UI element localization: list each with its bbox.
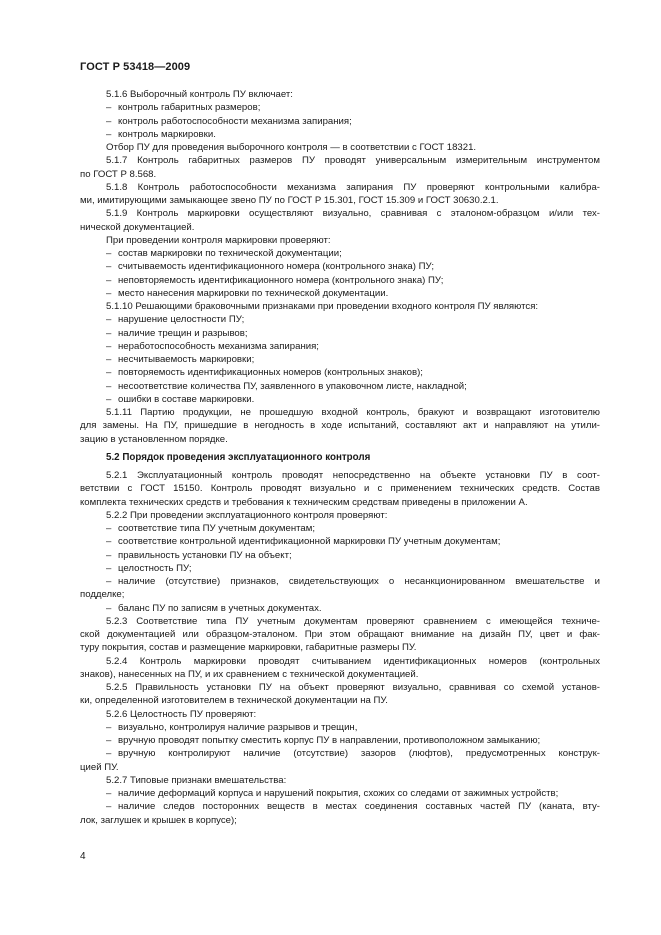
text-line: комплекта технических средств и требования к техническим средствам приведены в приложении А. (80, 496, 528, 508)
text-line: – вручную контролируют наличие (отсутствие) зазоров (люфтов), предусмотренных конструк- (80, 747, 600, 760)
text-line: – вручную проводят попытку сместить корпус ПУ в направлении, противоположном замыканию; (80, 734, 600, 747)
text-line: 5.2.4 Контроль маркировки проводят считыванием идентификационных номеров (контрольных (106, 655, 600, 667)
text-line: – соответствие контрольной идентификационной маркировки ПУ учетным документам; (80, 535, 600, 548)
text-line: 5.1.7 Контроль габаритных размеров ПУ проводят универсальным измерительным инструментом (106, 155, 600, 167)
text-line: Отбор ПУ для проведения выборочного контроля — в соответствии с ГОСТ 18321. (106, 142, 477, 153)
page-number: 4 (80, 851, 86, 862)
text-line: ки, определенной изготовителем в технической документации на ПУ. (80, 695, 388, 707)
text-line: 5.1.6 Выборочный контроль ПУ включает: (106, 89, 293, 100)
text-line: лок, заглушек и крышек в корпусе); (80, 814, 237, 826)
text-line: 5.2.5 Правильность установки ПУ на объект проверяют визуально, сравнивая со схемой установ- (106, 682, 600, 693)
text-line: При проведении контроля маркировки проверяют: (106, 234, 331, 246)
text-line: 5.2.7 Типовые признаки вмешательства: (106, 774, 287, 786)
text-line: 5.1.9 Контроль маркировки осуществляют визуально, сравнивая с эталоном-образцом и/или тех- (106, 208, 600, 220)
text-line: – состав маркировки по технической документации; (80, 247, 600, 260)
text-line: – баланс ПУ по записям в учетных документах. (80, 602, 600, 615)
text-line: – наличие деформаций корпуса и нарушений покрытия, схожих со следами от зажимных устройств; (80, 787, 600, 800)
document-body (80, 88, 600, 827)
text-line: подделке; (80, 589, 125, 601)
text-line: ветствии с ГОСТ 15150. Контроль проводят визуально и с применением технических средств. Состав (80, 483, 600, 495)
text-line: – контроль маркировки. (80, 128, 600, 141)
text-line: – несоответствие количества ПУ, заявленного в упаковочном листе, накладной; (80, 380, 600, 393)
text-line: – визуально, контролируя наличие разрывов и трещин, (80, 721, 600, 734)
text-line: – наличие трещин и разрывов; (80, 327, 600, 340)
text-line: ской документацией или образцом-эталоном. При этом обращают внимание на дизайн ПУ, цвет и фак- (80, 629, 600, 640)
text-line: – ошибки в составе маркировки. (80, 393, 600, 406)
text-line: – место нанесения маркировки по технической документации. (80, 287, 600, 300)
text-line: зацию в установленном порядке. (80, 433, 228, 445)
text-line: – наличие следов посторонних веществ в местах соединения составных частей ПУ (каната, вту- (80, 800, 600, 813)
text-line: – неработоспособность механизма запирания; (80, 340, 600, 353)
text-line: – соответствие типа ПУ учетным документам; (80, 522, 600, 535)
text-line: – считываемость идентификационного номера (контрольного знака) ПУ; (80, 260, 600, 273)
text-line: – наличие (отсутствие) признаков, свидетельствующих о несанкционированном вмешательстве и (80, 575, 600, 588)
text-line: знаков), нанесенных на ПУ, и их сравнением с технической документацией. (80, 668, 419, 680)
text-line: 5.2.3 Соответствие типа ПУ учетным документам проверяют сравнением с имеющейся техниче- (106, 615, 600, 627)
text-line: 5.2.6 Целостность ПУ проверяют: (106, 708, 257, 720)
text-line: по ГОСТ Р 8.568. (80, 168, 157, 180)
text-line: для замены. На ПУ, пришедшие в негодность в ходе испытаний, составляют акт и направляют на утили- (80, 420, 600, 432)
section-heading: 5.2 Порядок проведения эксплуатационного контроля (106, 451, 371, 463)
text-line: туру покрытия, состав и размещение маркировки, габаритные размеры ПУ. (80, 642, 417, 654)
text-line: – нарушение целостности ПУ; (80, 313, 600, 326)
text-line: 5.1.11 Партию продукции, не прошедшую входной контроль, бракуют и возвращают изготовителю (106, 407, 600, 418)
text-line: – контроль габаритных размеров; (80, 101, 600, 114)
text-line: 5.2.1 Эксплуатационный контроль проводят непосредственно на объекте установки ПУ в соот- (106, 470, 600, 481)
text-line: – повторяемость идентификационных номеров (контрольных знаков); (80, 366, 600, 379)
text-line: 5.1.8 Контроль работоспособности механизма запирания ПУ проверяют контрольными калибра- (106, 181, 600, 193)
text-line: – контроль работоспособности механизма запирания; (80, 115, 600, 128)
text-line: – правильность установки ПУ на объект; (80, 549, 600, 562)
text-line: – несчитываемость маркировки; (80, 353, 600, 366)
text-line: нической документацией. (80, 221, 195, 233)
text-line: ми, имитирующими замыкающее звено ПУ по ГОСТ Р 15.301, ГОСТ 15.309 и ГОСТ 30630.2.1. (80, 195, 499, 206)
text-line: 5.1.10 Решающими браковочными признаками при проведении входного контроля ПУ являются: (106, 301, 539, 312)
text-line: 5.2.2 При проведении эксплуатационного контроля проверяют: (106, 509, 388, 521)
text-line: цией ПУ. (80, 761, 119, 773)
text-line: – целостность ПУ; (80, 562, 600, 575)
text-line: – неповторяемость идентификационного номера (контрольного знака) ПУ; (80, 274, 600, 287)
document-header: ГОСТ Р 53418—2009 (80, 61, 191, 73)
